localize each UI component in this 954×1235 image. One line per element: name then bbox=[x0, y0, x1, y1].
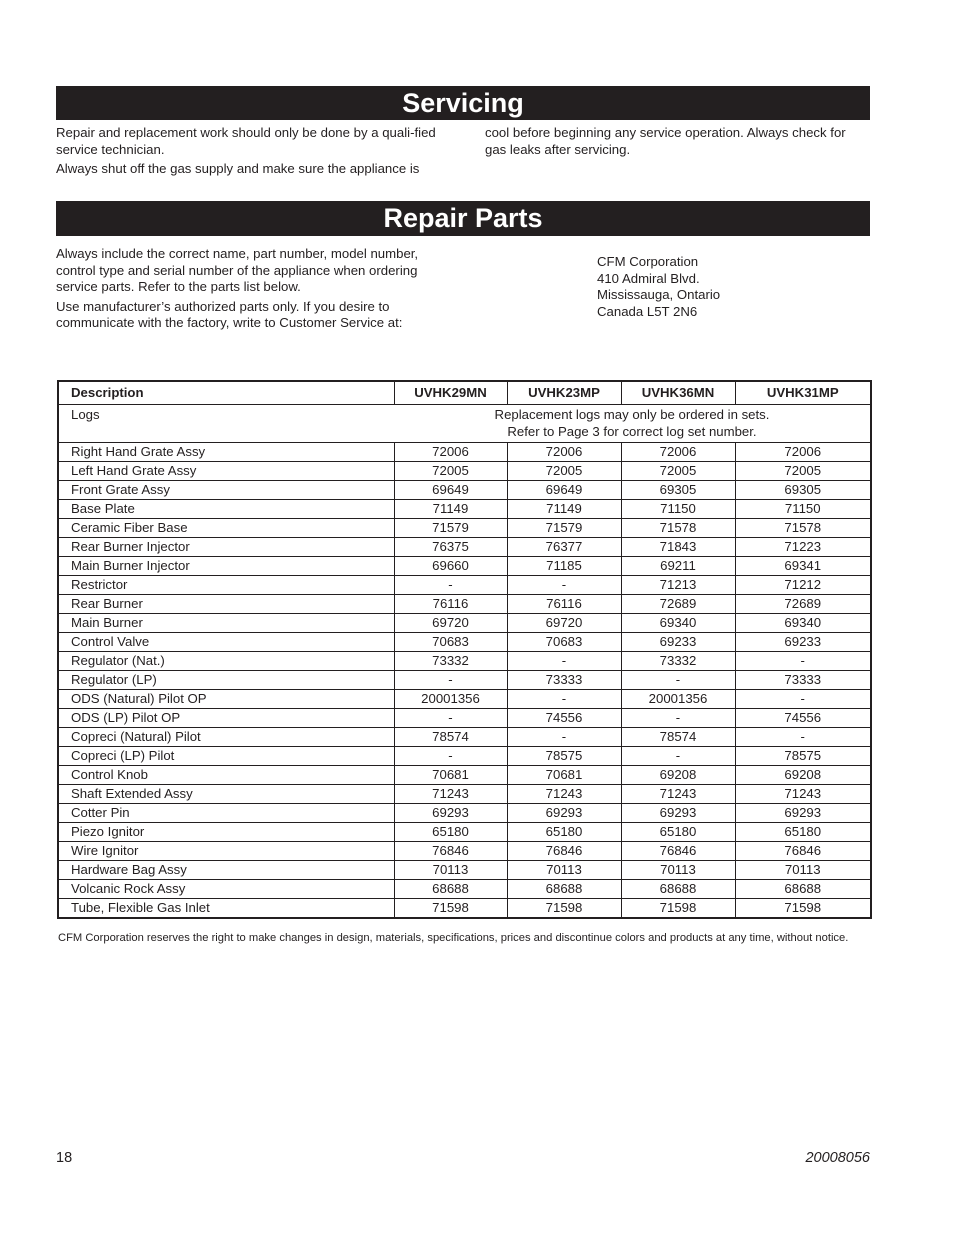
part-number: - bbox=[394, 709, 507, 728]
part-number: 78575 bbox=[507, 747, 621, 766]
disclaimer: CFM Corporation reserves the right to make changes in design, materials, specifications, prices and discontinue colors and products at any time, without notice. bbox=[58, 932, 849, 944]
part-number: 71598 bbox=[621, 899, 735, 919]
part-number: 70113 bbox=[394, 861, 507, 880]
table-row bbox=[58, 709, 871, 728]
table-header-row bbox=[58, 381, 871, 405]
part-number: 70113 bbox=[621, 861, 735, 880]
part-number: 71598 bbox=[394, 899, 507, 919]
part-number: 65180 bbox=[735, 823, 871, 842]
table-row bbox=[58, 633, 871, 652]
part-number: 69208 bbox=[735, 766, 871, 785]
part-number: 69208 bbox=[621, 766, 735, 785]
part-number: - bbox=[507, 728, 621, 747]
part-number: - bbox=[507, 690, 621, 709]
part-description: Front Grate Assy bbox=[58, 481, 394, 500]
part-number: 69233 bbox=[735, 633, 871, 652]
part-number: 69305 bbox=[735, 481, 871, 500]
part-description: ODS (LP) Pilot OP bbox=[58, 709, 394, 728]
table-row bbox=[58, 595, 871, 614]
repair-paragraph-1: Always include the correct name, part number, model number, control type and serial number of the appliance when ordering service parts. Refer to the parts list below. bbox=[56, 246, 419, 295]
table-row bbox=[58, 462, 871, 481]
part-number: 68688 bbox=[394, 880, 507, 899]
part-number: 69305 bbox=[621, 481, 735, 500]
part-number: 72006 bbox=[621, 443, 735, 462]
part-number: 71149 bbox=[394, 500, 507, 519]
table-row bbox=[58, 728, 871, 747]
table-row bbox=[58, 500, 871, 519]
table-row bbox=[58, 557, 871, 576]
table-row bbox=[58, 785, 871, 804]
table-row bbox=[58, 519, 871, 538]
address-line-2: 410 Admiral Blvd. bbox=[597, 270, 700, 286]
part-number: - bbox=[735, 690, 871, 709]
part-description: Piezo Ignitor bbox=[58, 823, 394, 842]
table-row bbox=[58, 671, 871, 690]
part-description: Main Burner bbox=[58, 614, 394, 633]
servicing-paragraph-3: cool before beginning any service operation. Always check for gas leaks after servicing. bbox=[485, 125, 846, 157]
table-row bbox=[58, 842, 871, 861]
part-number: 69293 bbox=[621, 804, 735, 823]
part-number: 69649 bbox=[394, 481, 507, 500]
column-header-uvhk36mn: UVHK36MN bbox=[621, 381, 735, 405]
part-description: Control Valve bbox=[58, 633, 394, 652]
table-row bbox=[58, 766, 871, 785]
repair-paragraph-2: Use manufacturer’s authorized parts only. If you desire to communicate with the factory, write to Customer Service at: bbox=[56, 298, 403, 331]
column-header-uvhk31mp: UVHK31MP bbox=[735, 381, 871, 405]
part-number: 76375 bbox=[394, 538, 507, 557]
part-description: Control Knob bbox=[58, 766, 394, 785]
part-number: 69293 bbox=[735, 804, 871, 823]
part-number: 65180 bbox=[394, 823, 507, 842]
column-header-description: Description bbox=[58, 381, 394, 405]
part-description: Ceramic Fiber Base bbox=[58, 519, 394, 538]
part-number: 70113 bbox=[507, 861, 621, 880]
table-row bbox=[58, 747, 871, 766]
table-row bbox=[58, 652, 871, 671]
table-row bbox=[58, 823, 871, 842]
part-number: 72005 bbox=[394, 462, 507, 481]
part-description: Left Hand Grate Assy bbox=[58, 462, 394, 481]
part-number: 71243 bbox=[507, 785, 621, 804]
table-row bbox=[58, 804, 871, 823]
part-number: 70113 bbox=[735, 861, 871, 880]
part-number: 78575 bbox=[735, 747, 871, 766]
part-number: 76846 bbox=[621, 842, 735, 861]
part-number: 70681 bbox=[394, 766, 507, 785]
part-number: 71213 bbox=[621, 576, 735, 595]
part-description: Base Plate bbox=[58, 500, 394, 519]
table-row bbox=[58, 538, 871, 557]
part-number: 71843 bbox=[621, 538, 735, 557]
part-number: 71598 bbox=[507, 899, 621, 919]
table-row bbox=[58, 899, 871, 919]
part-number: 69649 bbox=[507, 481, 621, 500]
part-number: 69293 bbox=[507, 804, 621, 823]
page-number: 18 bbox=[56, 1150, 73, 1166]
part-description: Main Burner Injector bbox=[58, 557, 394, 576]
servicing-paragraph-1: Repair and replacement work should only be done by a quali-fied service technician. bbox=[56, 125, 436, 157]
part-number: 69341 bbox=[735, 557, 871, 576]
part-number: 68688 bbox=[621, 880, 735, 899]
part-number: 76846 bbox=[394, 842, 507, 861]
part-number: 72689 bbox=[621, 595, 735, 614]
part-number: 20001356 bbox=[621, 690, 735, 709]
part-description: Rear Burner bbox=[58, 595, 394, 614]
part-number: 65180 bbox=[507, 823, 621, 842]
part-description: Copreci (LP) Pilot bbox=[58, 747, 394, 766]
logs-note-line-2: Refer to Page 3 for correct log set number. bbox=[507, 424, 757, 439]
part-number: 74556 bbox=[507, 709, 621, 728]
part-number: - bbox=[621, 747, 735, 766]
part-number: - bbox=[735, 728, 871, 747]
table-row bbox=[58, 861, 871, 880]
part-number: 73333 bbox=[507, 671, 621, 690]
part-number: 72005 bbox=[735, 462, 871, 481]
part-description: Right Hand Grate Assy bbox=[58, 443, 394, 462]
part-description: ODS (Natural) Pilot OP bbox=[58, 690, 394, 709]
table-row bbox=[58, 443, 871, 462]
document-number: 20008056 bbox=[805, 1150, 870, 1166]
part-description: Restrictor bbox=[58, 576, 394, 595]
part-number: 76377 bbox=[507, 538, 621, 557]
part-number: 69340 bbox=[735, 614, 871, 633]
part-number: - bbox=[621, 709, 735, 728]
part-number: 71243 bbox=[735, 785, 871, 804]
part-number: 72005 bbox=[507, 462, 621, 481]
address-line-3: Mississauga, Ontario bbox=[597, 287, 721, 303]
part-number: 70681 bbox=[507, 766, 621, 785]
part-number: 78574 bbox=[394, 728, 507, 747]
part-number: - bbox=[735, 652, 871, 671]
part-number: 71223 bbox=[735, 538, 871, 557]
part-number: 72005 bbox=[621, 462, 735, 481]
part-number: 71579 bbox=[507, 519, 621, 538]
part-number: 20001356 bbox=[394, 690, 507, 709]
repair-parts-heading: Repair Parts bbox=[56, 201, 870, 236]
servicing-left-column bbox=[56, 125, 451, 181]
address-line-4: Canada L5T 2N6 bbox=[597, 303, 698, 319]
part-number: 71150 bbox=[621, 500, 735, 519]
part-number: 76116 bbox=[507, 595, 621, 614]
part-number: 69233 bbox=[621, 633, 735, 652]
repair-parts-instructions bbox=[56, 246, 451, 335]
part-number: 70683 bbox=[507, 633, 621, 652]
part-number: 71185 bbox=[507, 557, 621, 576]
part-number: 71578 bbox=[735, 519, 871, 538]
part-description: Cotter Pin bbox=[58, 804, 394, 823]
part-number: 78574 bbox=[621, 728, 735, 747]
part-number: 72689 bbox=[735, 595, 871, 614]
table-row bbox=[58, 880, 871, 899]
table-row bbox=[58, 690, 871, 709]
part-number: 72006 bbox=[735, 443, 871, 462]
part-description: Rear Burner Injector bbox=[58, 538, 394, 557]
part-number: - bbox=[507, 576, 621, 595]
parts-table bbox=[57, 380, 872, 919]
part-number: 69211 bbox=[621, 557, 735, 576]
part-number: 69340 bbox=[621, 614, 735, 633]
servicing-paragraph-2: Always shut off the gas supply and make sure the appliance is bbox=[56, 161, 420, 177]
customer-service-address bbox=[597, 254, 857, 320]
column-header-uvhk23mp: UVHK23MP bbox=[507, 381, 621, 405]
part-number: 71149 bbox=[507, 500, 621, 519]
part-number: 69293 bbox=[394, 804, 507, 823]
part-number: 76846 bbox=[735, 842, 871, 861]
part-number: 72006 bbox=[394, 443, 507, 462]
table-row bbox=[58, 576, 871, 595]
part-number: 71579 bbox=[394, 519, 507, 538]
part-number: 71243 bbox=[621, 785, 735, 804]
logs-note-line-1: Replacement logs may only be ordered in sets. bbox=[494, 407, 770, 422]
part-description: Regulator (Nat.) bbox=[58, 652, 394, 671]
table-row bbox=[58, 614, 871, 633]
part-number: 69720 bbox=[394, 614, 507, 633]
part-description: Shaft Extended Assy bbox=[58, 785, 394, 804]
part-number: 73332 bbox=[394, 652, 507, 671]
table-row-logs bbox=[58, 405, 871, 443]
part-number: - bbox=[507, 652, 621, 671]
part-number: 76116 bbox=[394, 595, 507, 614]
servicing-heading: Servicing bbox=[56, 86, 870, 120]
address-line-1: CFM Corporation bbox=[597, 254, 699, 269]
part-number: 74556 bbox=[735, 709, 871, 728]
part-number: 71150 bbox=[735, 500, 871, 519]
logs-note bbox=[394, 405, 871, 443]
part-number: 76846 bbox=[507, 842, 621, 861]
part-description: Wire Ignitor bbox=[58, 842, 394, 861]
part-description: Regulator (LP) bbox=[58, 671, 394, 690]
part-number: 70683 bbox=[394, 633, 507, 652]
part-number: 73333 bbox=[735, 671, 871, 690]
table-row bbox=[58, 481, 871, 500]
part-number: 68688 bbox=[735, 880, 871, 899]
part-number: 71212 bbox=[735, 576, 871, 595]
part-number: - bbox=[394, 576, 507, 595]
part-number: 71598 bbox=[735, 899, 871, 919]
part-number: - bbox=[621, 671, 735, 690]
logs-label: Logs bbox=[58, 405, 394, 443]
part-description: Volcanic Rock Assy bbox=[58, 880, 394, 899]
part-number: - bbox=[394, 747, 507, 766]
part-number: 72006 bbox=[507, 443, 621, 462]
part-number: 69720 bbox=[507, 614, 621, 633]
part-number: - bbox=[394, 671, 507, 690]
part-number: 68688 bbox=[507, 880, 621, 899]
part-description: Hardware Bag Assy bbox=[58, 861, 394, 880]
column-header-uvhk29mn: UVHK29MN bbox=[394, 381, 507, 405]
part-number: 73332 bbox=[621, 652, 735, 671]
part-description: Tube, Flexible Gas Inlet bbox=[58, 899, 394, 919]
part-number: 71243 bbox=[394, 785, 507, 804]
servicing-right-column bbox=[485, 125, 870, 161]
part-number: 65180 bbox=[621, 823, 735, 842]
part-number: 69660 bbox=[394, 557, 507, 576]
part-description: Copreci (Natural) Pilot bbox=[58, 728, 394, 747]
part-number: 71578 bbox=[621, 519, 735, 538]
